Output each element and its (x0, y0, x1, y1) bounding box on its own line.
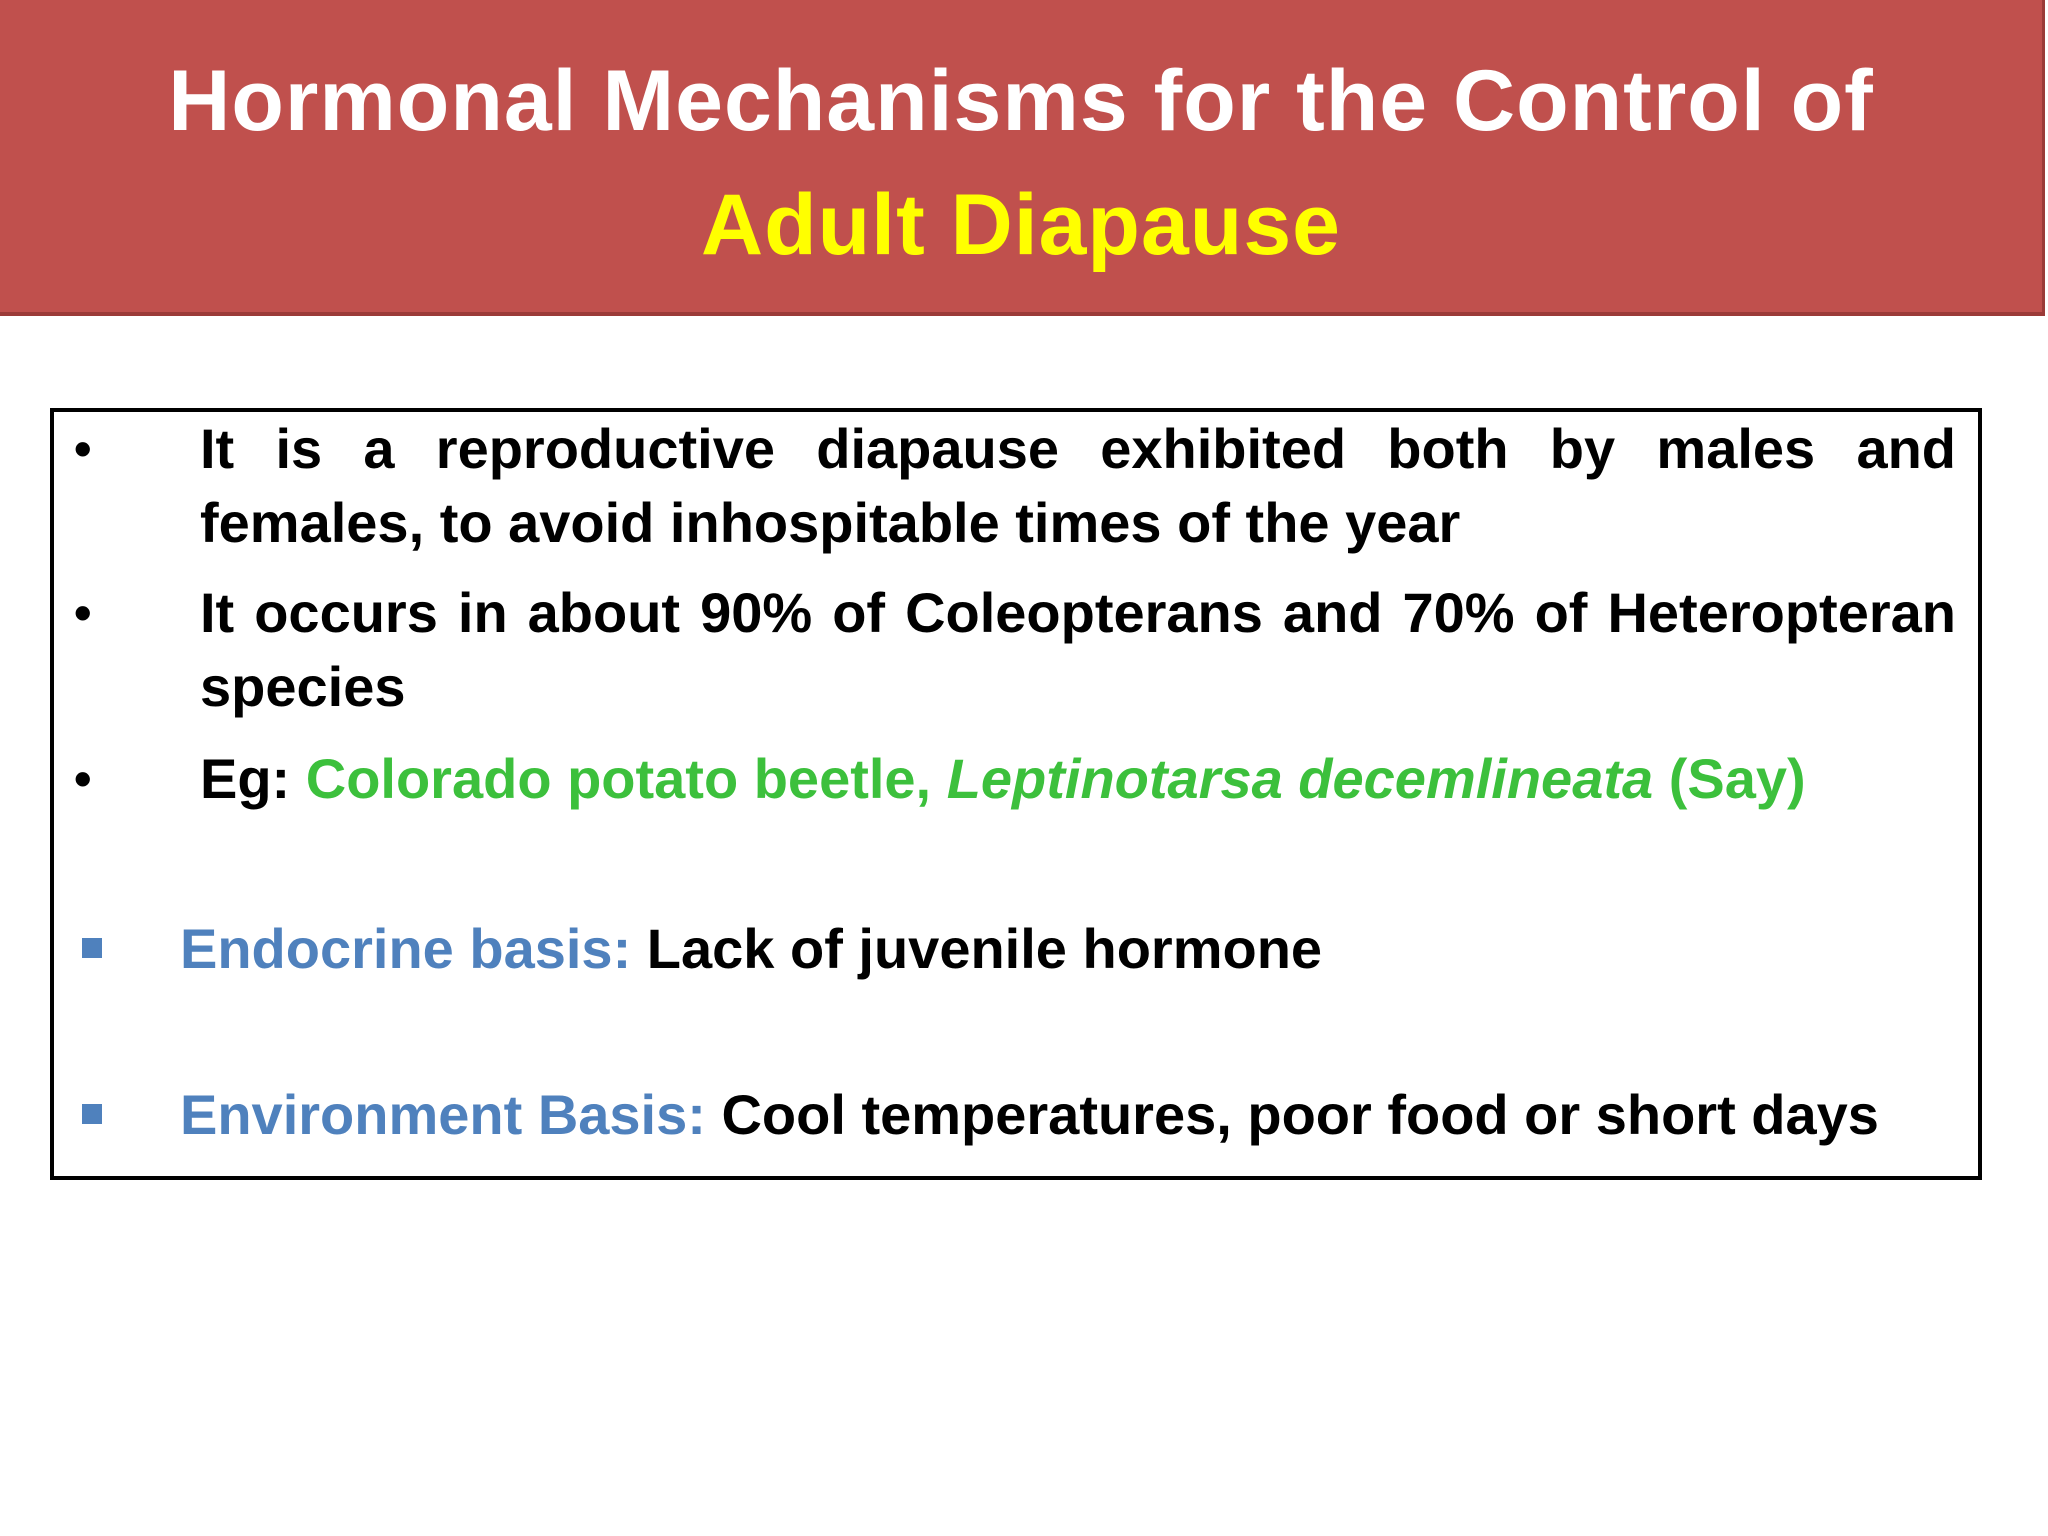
example-common-name: Colorado potato beetle, (305, 747, 947, 810)
basis-label: Environment Basis: (180, 1083, 706, 1146)
basis-text (180, 1078, 1956, 1152)
square-bullet-icon (82, 938, 102, 958)
basis-value: Cool temperatures, poor food or short days (705, 1083, 1879, 1146)
example-text (200, 742, 1956, 816)
bullet-dot-icon: • (74, 751, 92, 807)
example-authority: (Say) (1653, 747, 1806, 810)
basis-text (180, 912, 1956, 986)
basis-label: Endocrine basis: (180, 917, 632, 980)
slide-title: Hormonal Mechanisms for the Control of (168, 53, 1874, 149)
content-box (50, 408, 1982, 1180)
bullet-text: It occurs in about 90% of Coleopterans and 70% of Heteropteran species (200, 581, 1956, 718)
bullet-dot-icon: • (74, 585, 92, 641)
title-banner (0, 0, 2045, 316)
example-scientific-name: Leptinotarsa decemlineata (946, 747, 1654, 810)
slide-title-highlight: Adult Diapause (701, 177, 1341, 273)
bullet-dot-icon: • (74, 421, 92, 477)
basis-value: Lack of juvenile hormone (631, 917, 1323, 980)
example-prefix: Eg: (200, 747, 306, 810)
square-bullet-icon (82, 1104, 102, 1124)
bullet-text: It is a reproductive diapause exhibited both by males and females, to avoid inhospitable times of the year (200, 417, 1956, 554)
